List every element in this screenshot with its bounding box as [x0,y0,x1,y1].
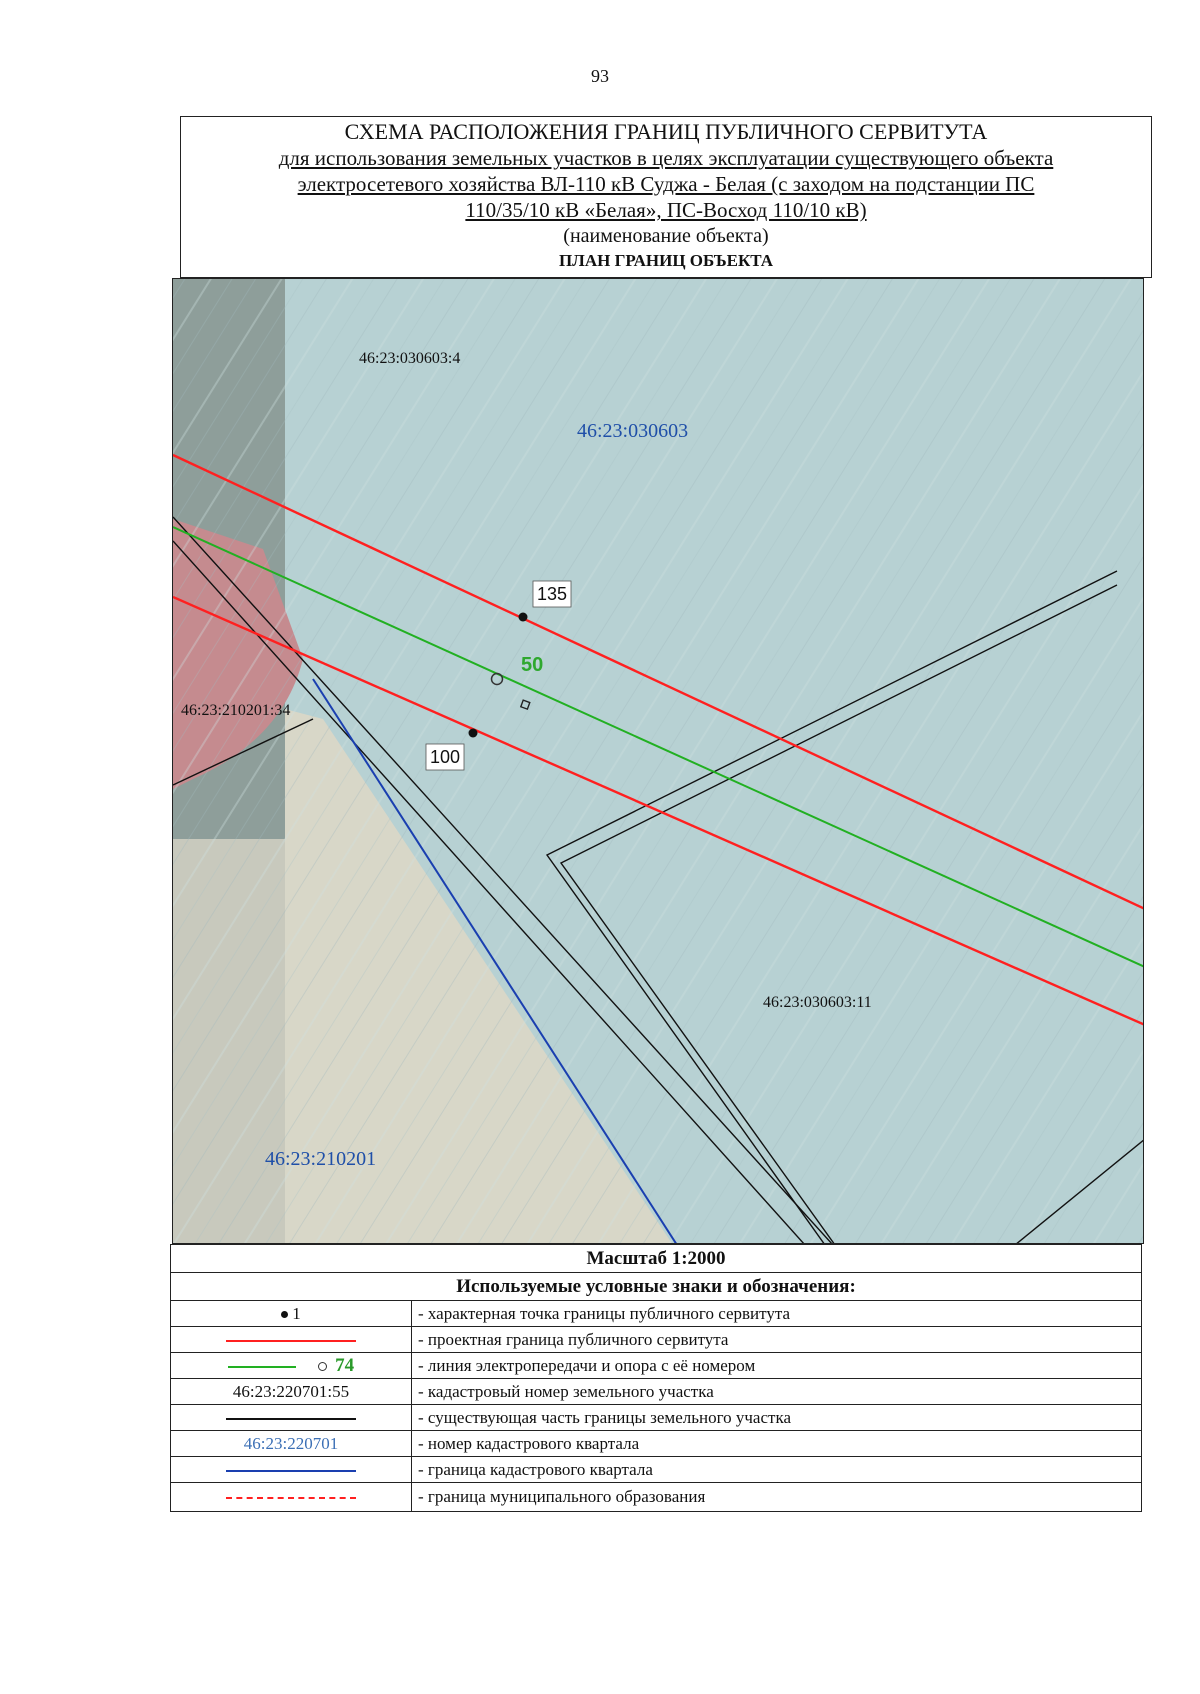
legend-row [171,1379,1142,1405]
legend-symbol-quarter-number: 46:23:220701 [171,1431,412,1457]
purpose-line-3: 110/35/10 кВ «Белая», ПС-Восход 110/10 кВ) [465,198,867,222]
point-100-label: 100 [429,747,461,767]
legend-row [171,1483,1142,1512]
blue-line-icon [226,1470,356,1472]
quarter-label-210201: 46:23:210201 [265,1148,377,1170]
legend-desc-power-line: - линия электропередачи и опора с её номером [412,1353,1142,1379]
legend-symbol-quarter-boundary [171,1457,412,1483]
legend-pole-number: 74 [335,1354,355,1376]
legend-symbol-power-line [171,1353,412,1379]
object-note: (наименование объекта) [563,225,769,247]
legend-desc-servitude: - проектная граница публичного сервитута [412,1327,1142,1353]
point-135-label: 135 [536,584,568,604]
green-line-icon [228,1366,296,1368]
pole-50-label: 50 [521,654,544,676]
purpose-line-2: электросетевого хозяйства ВЛ-110 кВ Суджа - Белая (с заходом на подстанции ПС [297,172,1035,196]
black-line-icon [226,1418,356,1420]
purpose-line-1: для использования земельных участков в целях эксплуатации существующего объекта [278,146,1054,170]
legend-desc-quarter-number: - номер кадастрового квартала [412,1431,1142,1457]
legend-heading: Используемые условные знаки и обозначения: [171,1273,1142,1301]
legend-row [171,1405,1142,1431]
legend-symbol-point [171,1301,412,1327]
legend-row [171,1431,1142,1457]
legend-symbol-parcel-number: 46:23:220701:55 [171,1379,412,1405]
legend-row [171,1327,1142,1353]
red-line-icon [226,1340,356,1342]
boundary-point-135 [519,613,528,622]
dash-dot-line-icon [226,1497,356,1499]
legend-row [171,1457,1142,1483]
legend-symbol-parcel-boundary [171,1405,412,1431]
boundary-point-100 [469,729,478,738]
page-number: 93 [591,66,609,86]
parcel-label-4: 46:23:030603:4 [359,350,461,367]
parcel-label-11: 46:23:030603:11 [763,994,872,1011]
point-dot-icon [281,1311,288,1318]
quarter-label-030603: 46:23:030603 [577,420,689,442]
plan-title: ПЛАН ГРАНИЦ ОБЪЕКТА [558,251,774,270]
pole-circle-icon [318,1362,327,1371]
legend-row [171,1353,1142,1379]
legend-desc-quarter-boundary: - граница кадастрового квартала [412,1457,1142,1483]
legend-desc-municipal-boundary: - граница муниципального образования [412,1483,1142,1512]
map-canvas [173,279,1144,1244]
scheme-title: СХЕМА РАСПОЛОЖЕНИЯ ГРАНИЦ ПУБЛИЧНОГО СЕРВИТУТА [344,119,988,144]
legend-symbol-servitude [171,1327,412,1353]
legend-desc-parcel-boundary: - существующая часть границы земельного участка [412,1405,1142,1431]
legend-desc-parcel-number: - кадастровый номер земельного участка [412,1379,1142,1405]
map-frame [172,278,1144,1244]
legend-table [170,1244,1142,1512]
legend-symbol-municipal-boundary [171,1483,412,1512]
legend-desc-point: - характерная точка границы публичного сервитута [412,1301,1142,1327]
parcel-label-34: 46:23:210201:34 [181,702,291,719]
legend-point-number: 1 [292,1303,301,1323]
title-block [180,116,1152,278]
scale-label: Масштаб 1:2000 [171,1245,1142,1273]
legend-row [171,1301,1142,1327]
